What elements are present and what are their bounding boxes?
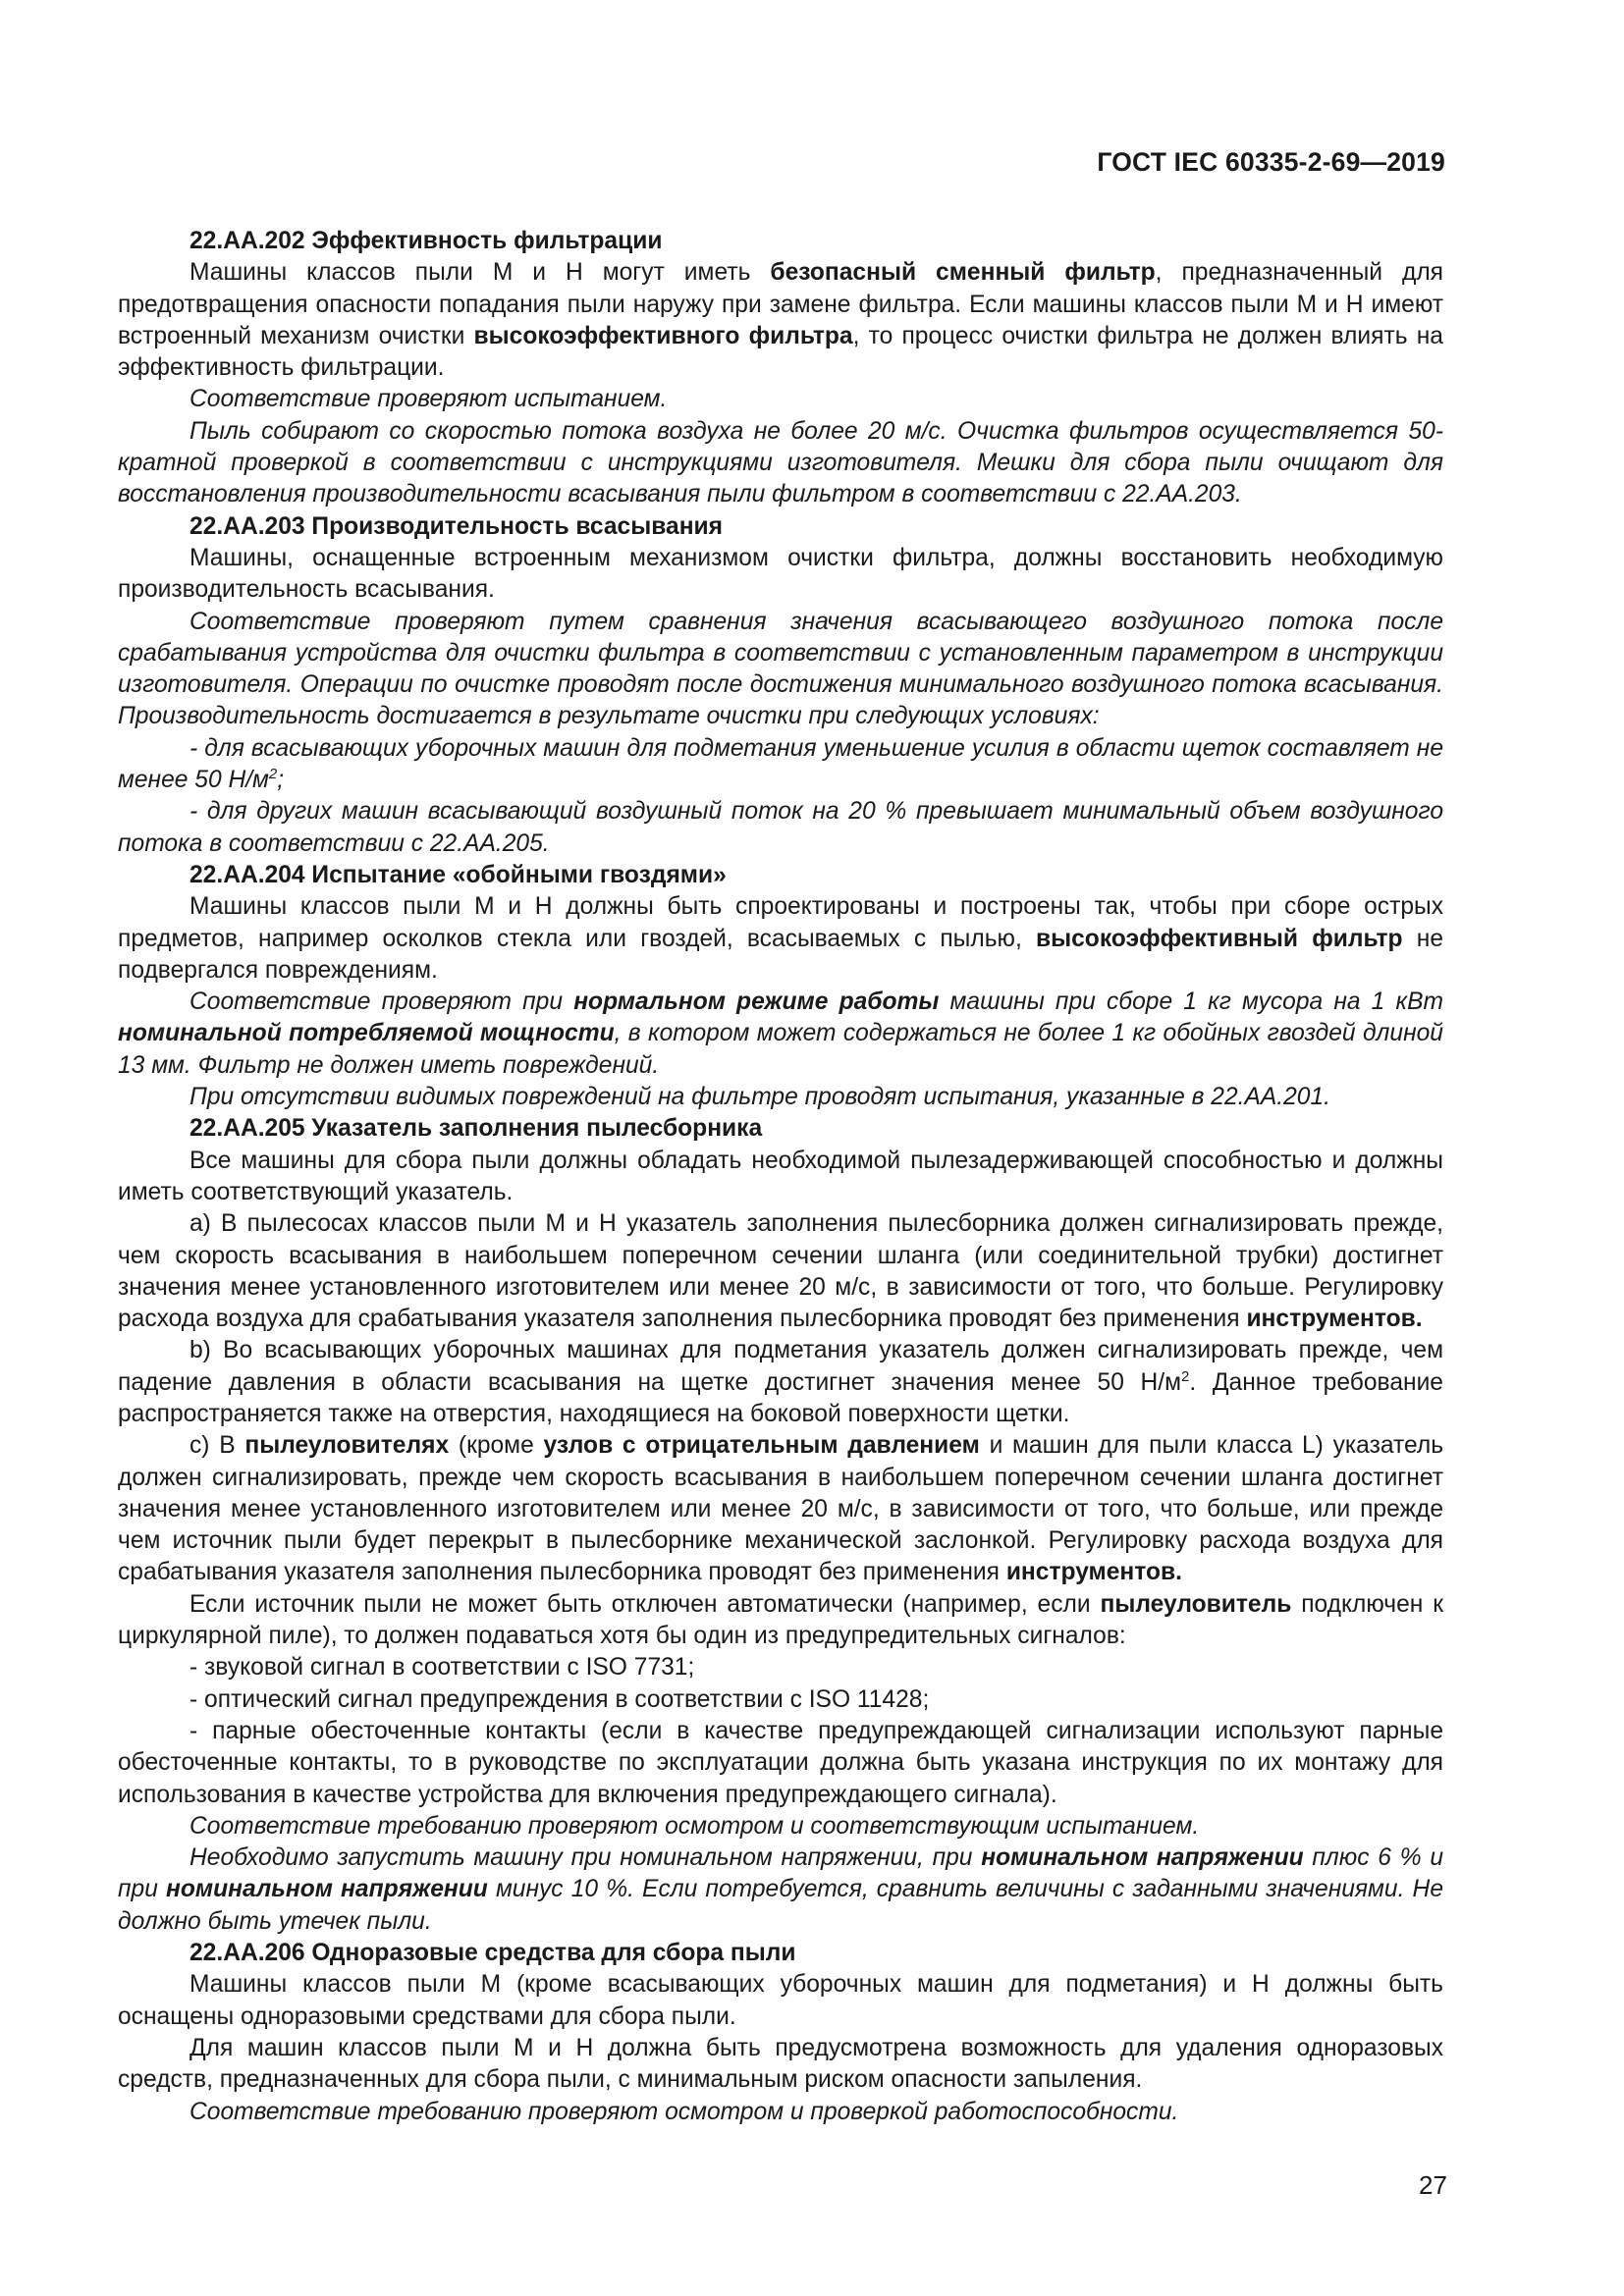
text-run: машины при сборе 1 кг мусора на 1 кВт: [939, 988, 1443, 1016]
text-run: ;: [277, 767, 285, 794]
text-run: , предназначенный для предотвращения опасности попадания пыли наружу при замене фильтра. Если машины классов пыли М и Н имеют встроенный механизм очистки: [118, 259, 1443, 349]
text-run: Для машин классов пыли М и Н должна быть предусмотрена возможность для удаления одноразовых средств, предназначенных для сбора пыли, с минимальным риском опасности запыления.: [118, 2034, 1443, 2094]
text-run: плюс 6 % и при: [118, 1844, 1444, 1903]
paragraph: [118, 1842, 1443, 1938]
text-run: и машин для пыли класса L) указатель должен сигнализировать, прежде чем скорость всасывания в наибольшем поперечном сечении шланга достигнет значения менее установленного изготовителем или менее 20 м/с, в зависимости от того, что больше, или прежде чем источник пыли будет перекрыт в пылесборнике механической заслонкой. Регулировку расхода воздуха для срабатывания указателя заполнения пылесборника проводят без применения: [118, 1432, 1444, 1586]
text-run: - парные обесточенные контакты (если в качестве предупреждающей сигнализации используют парные обесточенные контакты, то в руководстве по эксплуатации должна быть указана инструкция по их монтажу для использования в качестве устройства для включения предупреждающего сигнала).: [118, 1717, 1443, 1808]
paragraph: [118, 1684, 1443, 1716]
paragraph: [118, 1969, 1443, 2033]
text-run: - для других машин всасывающий воздушный поток на 20 % превышает минимальный объем воздушного потока в соответствии с 22.АА.205.: [118, 798, 1443, 857]
defined-term: номинальном напряжении: [981, 1844, 1304, 1872]
text-run: Соответствие требованию проверяют осмотром и соответствующим испытанием.: [189, 1812, 1200, 1840]
paragraph: [118, 1335, 1443, 1430]
paragraph: [118, 1811, 1443, 1842]
section-heading: 22.AA.203 Производительность всасывания: [189, 512, 724, 540]
defined-term: пылеуловителях: [244, 1432, 450, 1460]
defined-term: номинальном напряжении: [166, 1876, 488, 1903]
text-run: минус 10 %. Если потребуется, сравнить величины с заданными значениями. Не должно быть утечек пыли.: [118, 1876, 1443, 1935]
defined-term: высокоэффективного фильтра: [473, 322, 853, 349]
text-run: (кроме: [449, 1432, 544, 1460]
text-run: Все машины для сбора пыли должны обладать необходимой пылезадерживающей способностью и должны иметь соответствующий указатель.: [118, 1147, 1443, 1205]
defined-term: безопасный сменный фильтр: [770, 259, 1156, 287]
text-run: Пыль собирают со скоростью потока воздуха не более 20 м/с. Очистка фильтров осуществляется 50-кратной проверкой в соответствии с инструкциями изготовителя. Мешки для сбора пыли очищают для восстановления производительности всасывания пыли фильтром в соответствии с 22.АА.203.: [118, 417, 1443, 508]
paragraph: [118, 796, 1443, 860]
text-run: Соответствие проверяют путем сравнения значения всасывающего воздушного потока после срабатывания устройства для очистки фильтра в соответствии с установленным параметром в инструкции изготовителя. Операции по очистке проводят после достижения минимального воздушного потока всасывания. Производительность достигается в результате очистки при следующих условиях:: [118, 608, 1443, 730]
paragraph: [118, 891, 1443, 987]
paragraph: [118, 257, 1443, 384]
defined-term: инструментов.: [1005, 1559, 1182, 1586]
text-run: , то процесс очистки фильтра не должен влиять на эффективность фильтрации.: [118, 322, 1443, 382]
text-run: не подвергался повреждениям.: [118, 925, 1444, 984]
defined-term: нормальном режиме работы: [573, 988, 940, 1016]
defined-term: пылеуловитель: [1100, 1590, 1292, 1618]
paragraph: [118, 1146, 1443, 1209]
defined-term: номинальной потребляемой мощности: [118, 1020, 615, 1047]
text-run: , в котором может содержаться не более 1 кг обойных гвоздей длиной 13 мм. Фильтр не должен иметь повреждений.: [118, 1020, 1443, 1079]
defined-term: узлов с отрицательным давлением: [543, 1432, 980, 1460]
paragraph: [118, 2097, 1443, 2128]
paragraph: [118, 1652, 1443, 1683]
document-body: [118, 226, 1443, 2128]
paragraph: [118, 607, 1443, 733]
paragraph: [118, 543, 1443, 607]
paragraph: [118, 1082, 1443, 1113]
text-run: Если источник пыли не может быть отключен автоматически (например, если: [189, 1590, 1101, 1618]
paragraph: [118, 987, 1443, 1082]
defined-term: высокоэффективный фильтр: [1036, 925, 1403, 952]
section-heading: 22.AA.206 Одноразовые средства для сбора пыли: [189, 1940, 796, 1967]
text-run: Соответствие проверяют при: [189, 988, 574, 1016]
text-run: Соответствие проверяют испытанием.: [189, 386, 668, 413]
superscript: 2: [268, 765, 278, 782]
text-run: Соответствие требованию проверяют осмотром и проверкой работоспособности.: [189, 2098, 1179, 2125]
paragraph: [118, 2033, 1443, 2097]
text-run: Машины классов пыли М и Н могут иметь: [189, 259, 771, 287]
defined-term: инструментов.: [1246, 1306, 1423, 1333]
text-run: a) В пылесосах классов пыли М и Н указатель заполнения пылесборника должен сигнализировать прежде, чем скорость всасывания в наибольшем поперечном сечении шланга (или соединительной трубки) достигнет значения менее установленного изготовителем или менее 20 м/с, в зависимости от того, что больше. Регулировку расхода воздуха для срабатывания указателя заполнения пылесборника проводят без применения: [118, 1210, 1443, 1333]
text-run: c) В: [189, 1432, 245, 1460]
text-run: Машины, оснащенные встроенным механизмом очистки фильтра, должны восстановить необходимую производительность всасывания.: [118, 544, 1443, 604]
paragraph: [118, 1716, 1443, 1811]
text-run: - для всасывающих уборочных машин для подметания уменьшение усилия в области щеток составляет не менее 50 Н/м: [118, 734, 1443, 794]
paragraph: [118, 1589, 1443, 1653]
paragraph: [118, 416, 1443, 511]
text-run: подключен к циркулярной пиле), то должен подаваться хотя бы один из предупредительных сигналов:: [118, 1590, 1443, 1650]
section-heading: 22.AA.202 Эффективность фильтрации: [189, 228, 663, 254]
section-heading: 22.AA.204 Испытание «обойными гвоздями»: [189, 861, 727, 888]
text-run: При отсутствии видимых повреждений на фильтре проводят испытания, указанные в 22.АА.201.: [189, 1084, 1330, 1111]
paragraph: [118, 384, 1443, 415]
text-run: - звуковой сигнал в соответствии с ISO 7731;: [189, 1654, 695, 1682]
text-run: Необходимо запустить машину при номинальном напряжении, при: [189, 1844, 982, 1872]
page-number: 27: [1419, 2170, 1447, 2200]
text-run: . Данное требование распространяется также на отверстия, находящиеся на боковой поверхности щетки.: [118, 1368, 1443, 1427]
text-run: Машины классов пыли М (кроме всасывающих уборочных машин для подметания) и Н должны быть оснащены одноразовыми средствами для сбора пыли.: [118, 1971, 1443, 2030]
paragraph: [118, 1208, 1443, 1335]
paragraph: [118, 733, 1443, 797]
text-run: b) Во всасывающих уборочных машинах для подметания указатель должен сигнализировать прежде, чем падение давления в области всасывания на щетке достигнет значения менее 50 Н/м: [118, 1337, 1443, 1396]
superscript: 2: [1181, 1367, 1190, 1385]
text-run: Машины классов пыли М и Н должны быть спроектированы и построены так, чтобы при сборе острых предметов, например осколков стекла или гвоздей, всасываемых с пылью,: [118, 893, 1443, 952]
paragraph: [118, 1430, 1443, 1588]
document-header-id: ГОСТ IEC 60335-2-69—2019: [1097, 147, 1445, 177]
text-run: - оптический сигнал предупреждения в соответствии с ISO 11428;: [189, 1685, 930, 1713]
section-heading: 22.AA.205 Указатель заполнения пылесборника: [189, 1115, 763, 1143]
